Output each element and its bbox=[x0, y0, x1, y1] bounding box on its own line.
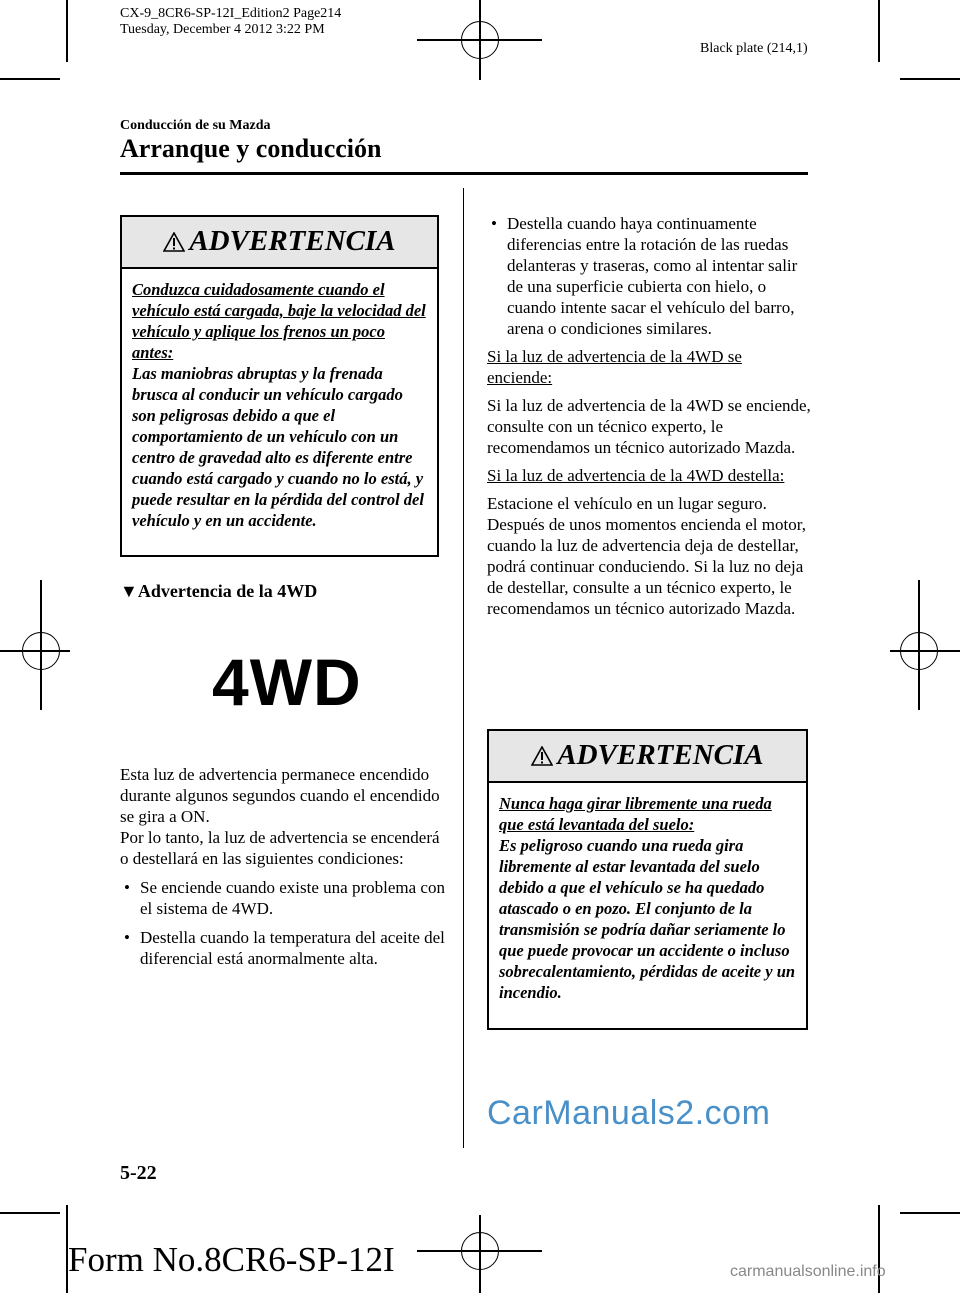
watermark-logo[interactable]: CarManuals2.com bbox=[487, 1094, 771, 1132]
subsection-title: Advertencia de la 4WD bbox=[137, 581, 318, 601]
bullet-icon: • bbox=[124, 878, 130, 897]
warning-header-1 bbox=[122, 217, 437, 269]
subheading-lit: Si la luz de advertencia de la 4WD se enciende: bbox=[487, 347, 742, 387]
warning-text-2 bbox=[489, 783, 806, 1013]
warning-triangle-icon bbox=[163, 232, 185, 252]
left-column-text bbox=[120, 764, 450, 969]
bullet-icon: • bbox=[491, 214, 497, 233]
warning-body-2: Es peligroso cuando una rueda gira libremente al estar levantada del suelo debido a que el vehículo se ha quedado atascado o en pozo. El conjunto de la transmisión se podría dañar seriamente lo que puede provocar un accidente o incluso sobrecalentamiento, pérdidas de aceite y un incendio. bbox=[499, 836, 796, 1002]
bullet-icon: • bbox=[124, 928, 130, 947]
warning-header-2 bbox=[489, 731, 806, 783]
warning-lead-2: Nunca haga girar libremente una rueda que está levantada del suelo: bbox=[499, 794, 772, 834]
paragraph-1: Esta luz de advertencia permanece encendido durante algunos segundos cuando el encendido se gira a ON. bbox=[120, 765, 440, 826]
print-file-name: CX-9_8CR6-SP-12I_Edition2 Page214 bbox=[120, 6, 342, 21]
paragraph-2: Por lo tanto, la luz de advertencia se encenderá o destellará en las siguientes condiciones: bbox=[120, 828, 440, 868]
right-column-text bbox=[487, 213, 811, 619]
site-watermark[interactable]: carmanualsonline.info bbox=[730, 1263, 886, 1280]
paragraph-flash: Estacione el vehículo en un lugar seguro. Después de unos momentos encienda el motor, cuando la luz de advertencia deja de destellar, podrá continuar conduciendo. Si la luz no deja de destellar, consulte a un técnico experto, le recomendamos un técnico autorizado Mazda. bbox=[487, 494, 806, 618]
warning-triangle-icon bbox=[531, 746, 553, 766]
warning-title-2: ADVERTENCIA bbox=[557, 739, 764, 771]
4wd-indicator-icon: 4WD bbox=[212, 645, 362, 719]
paragraph-lit: Si la luz de advertencia de la 4WD se enciende, consulte con un técnico experto, le recomendamos un técnico autorizado Mazda. bbox=[487, 396, 811, 457]
subheading-flash: Si la luz de advertencia de la 4WD destella: bbox=[487, 466, 785, 485]
warning-text-1 bbox=[122, 269, 437, 541]
section-small-title: Conducción de su Mazda bbox=[120, 118, 271, 133]
triangle-down-icon: ▼ bbox=[120, 581, 138, 601]
plate-label: Black plate (214,1) bbox=[700, 41, 808, 56]
warning-lead-1: Conduzca cuidadosamente cuando el vehículo está cargada, baje la velocidad del vehículo y aplique los frenos un poco antes: bbox=[132, 280, 426, 362]
form-number: Form No.8CR6-SP-12I bbox=[68, 1240, 395, 1279]
title-rule bbox=[120, 172, 808, 175]
warning-box-1 bbox=[120, 215, 439, 557]
subsection-heading bbox=[120, 581, 317, 602]
list-item: • Destella cuando haya continuamente diferencias entre la rotación de las ruedas delanteras y traseras, como al intentar salir de una superficie cubierta con hielo, o cuando intente sacar el vehículo del barro, arena o condiciones similares. bbox=[491, 214, 798, 338]
warning-body-1: Las maniobras abruptas y la frenada brusca al conducir un vehículo cargado son peligrosas debido a que el comportamiento de un vehículo con un centro de gravedad alto es diferente entre cuando está cargado y cuando no lo está, y puede resultar en la pérdida del control del vehículo y en un accidente. bbox=[132, 364, 424, 530]
list-item: • Se enciende cuando existe una problema con el sistema de 4WD. bbox=[124, 878, 445, 918]
print-file-info bbox=[120, 6, 341, 38]
page-number: 5-22 bbox=[120, 1162, 157, 1184]
print-timestamp: Tuesday, December 4 2012 3:22 PM bbox=[120, 22, 325, 37]
page-title: Arranque y conducción bbox=[120, 134, 382, 163]
list-item: • Destella cuando la temperatura del aceite del diferencial está anormalmente alta. bbox=[124, 928, 445, 968]
column-divider bbox=[463, 188, 464, 1148]
warning-box-2 bbox=[487, 729, 808, 1030]
warning-title-1: ADVERTENCIA bbox=[189, 225, 396, 257]
